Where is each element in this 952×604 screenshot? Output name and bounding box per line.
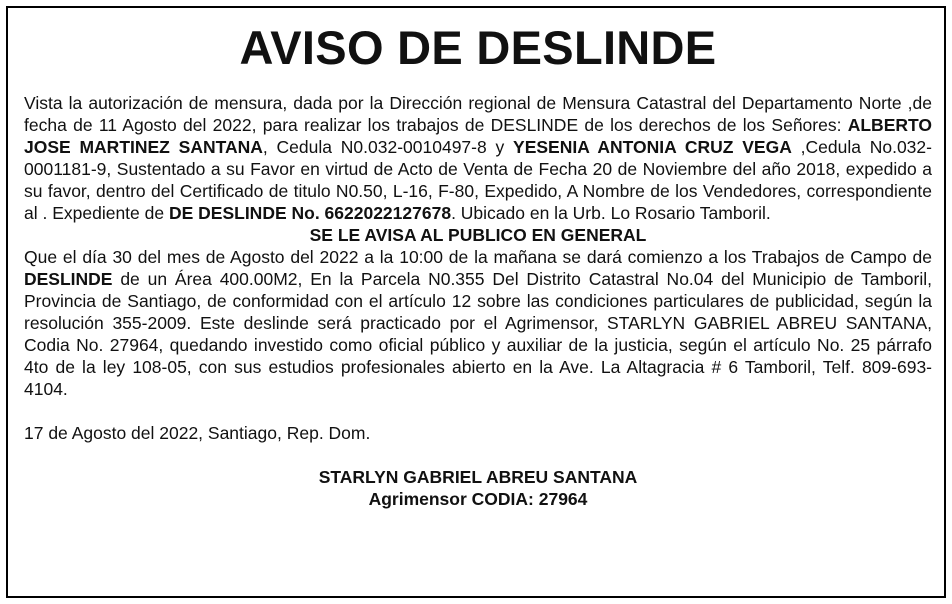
paragraph-text: Vista la autorización de mensura, dada por la Dirección regional de Mensura Catastral del Departamento Norte ,de fecha de 11 Agosto del 2022, para realizar los trabajos de DESLINDE de los derechos de los Señores:: [24, 93, 932, 135]
signer-name: STARLYN GABRIEL ABREU SANTANA: [318, 467, 638, 487]
public-notice-heading: SE LE AVISA AL PUBLICO EN GENERAL: [309, 225, 647, 245]
paragraph-text: Que el día 30 del mes de Agosto del 2022 a la 10:00 de la mañana se dará comienzo a los Trabajos de Campo de: [24, 247, 932, 267]
fieldwork-paragraph: [24, 246, 932, 400]
paragraph-text: . Ubicado en la Urb. Lo Rosario Tamboril.: [451, 203, 771, 223]
signer-role: Agrimensor CODIA: 27964: [368, 489, 588, 509]
notice-title: AVISO DE DESLINDE: [239, 21, 717, 74]
date-location-line: 17 de Agosto del 2022, Santiago, Rep. Dom.: [24, 423, 371, 443]
signature-block: [24, 466, 932, 510]
paragraph-text: de un Área 400.00M2, En la Parcela N0.355 Del Distrito Catastral No.04 del Municipio de Tamboril, Provincia de Santiago, de conformidad con el artículo 12 sobre las condiciones particulares de publicidad, según la resolución 355-2009. Este deslinde será practicado por el Agrimensor, STARLYN GABRIEL ABREU SANTANA, Codia No. 27964, quedando investido como oficial público y auxiliar de la justicia, según el artículo No. 25 párrafo 4to de la ley 108-05, con sus estudios profesionales abierto en la Ave. La Altagracia # 6 Tamboril, Telf. 809-693-4104.: [24, 269, 932, 399]
authorization-paragraph: [24, 92, 932, 224]
notice-document: [6, 6, 946, 598]
owner-name-1: ALBERTO JOSE MARTINEZ SANTANA: [24, 115, 932, 157]
paragraph-text: ,Cedula No.032-0001181-9, Sustentado a su Favor en virtud de Acto de Venta de Fecha 20 de Noviembre del año 2018, expedido a su favor, dentro del Certificado de titulo N0.50, L-16, F-80, Expedido, A Nombre de los Vendedores, correspondiente al . Expediente de: [24, 137, 932, 223]
owner-name-2: YESENIA ANTONIA CRUZ VEGA: [513, 137, 792, 157]
paragraph-text: , Cedula N0.032-0010497-8 y: [262, 137, 514, 157]
file-number: DE DESLINDE No. 6622022127678: [168, 203, 452, 223]
deslinde-keyword: DESLINDE: [24, 269, 113, 289]
